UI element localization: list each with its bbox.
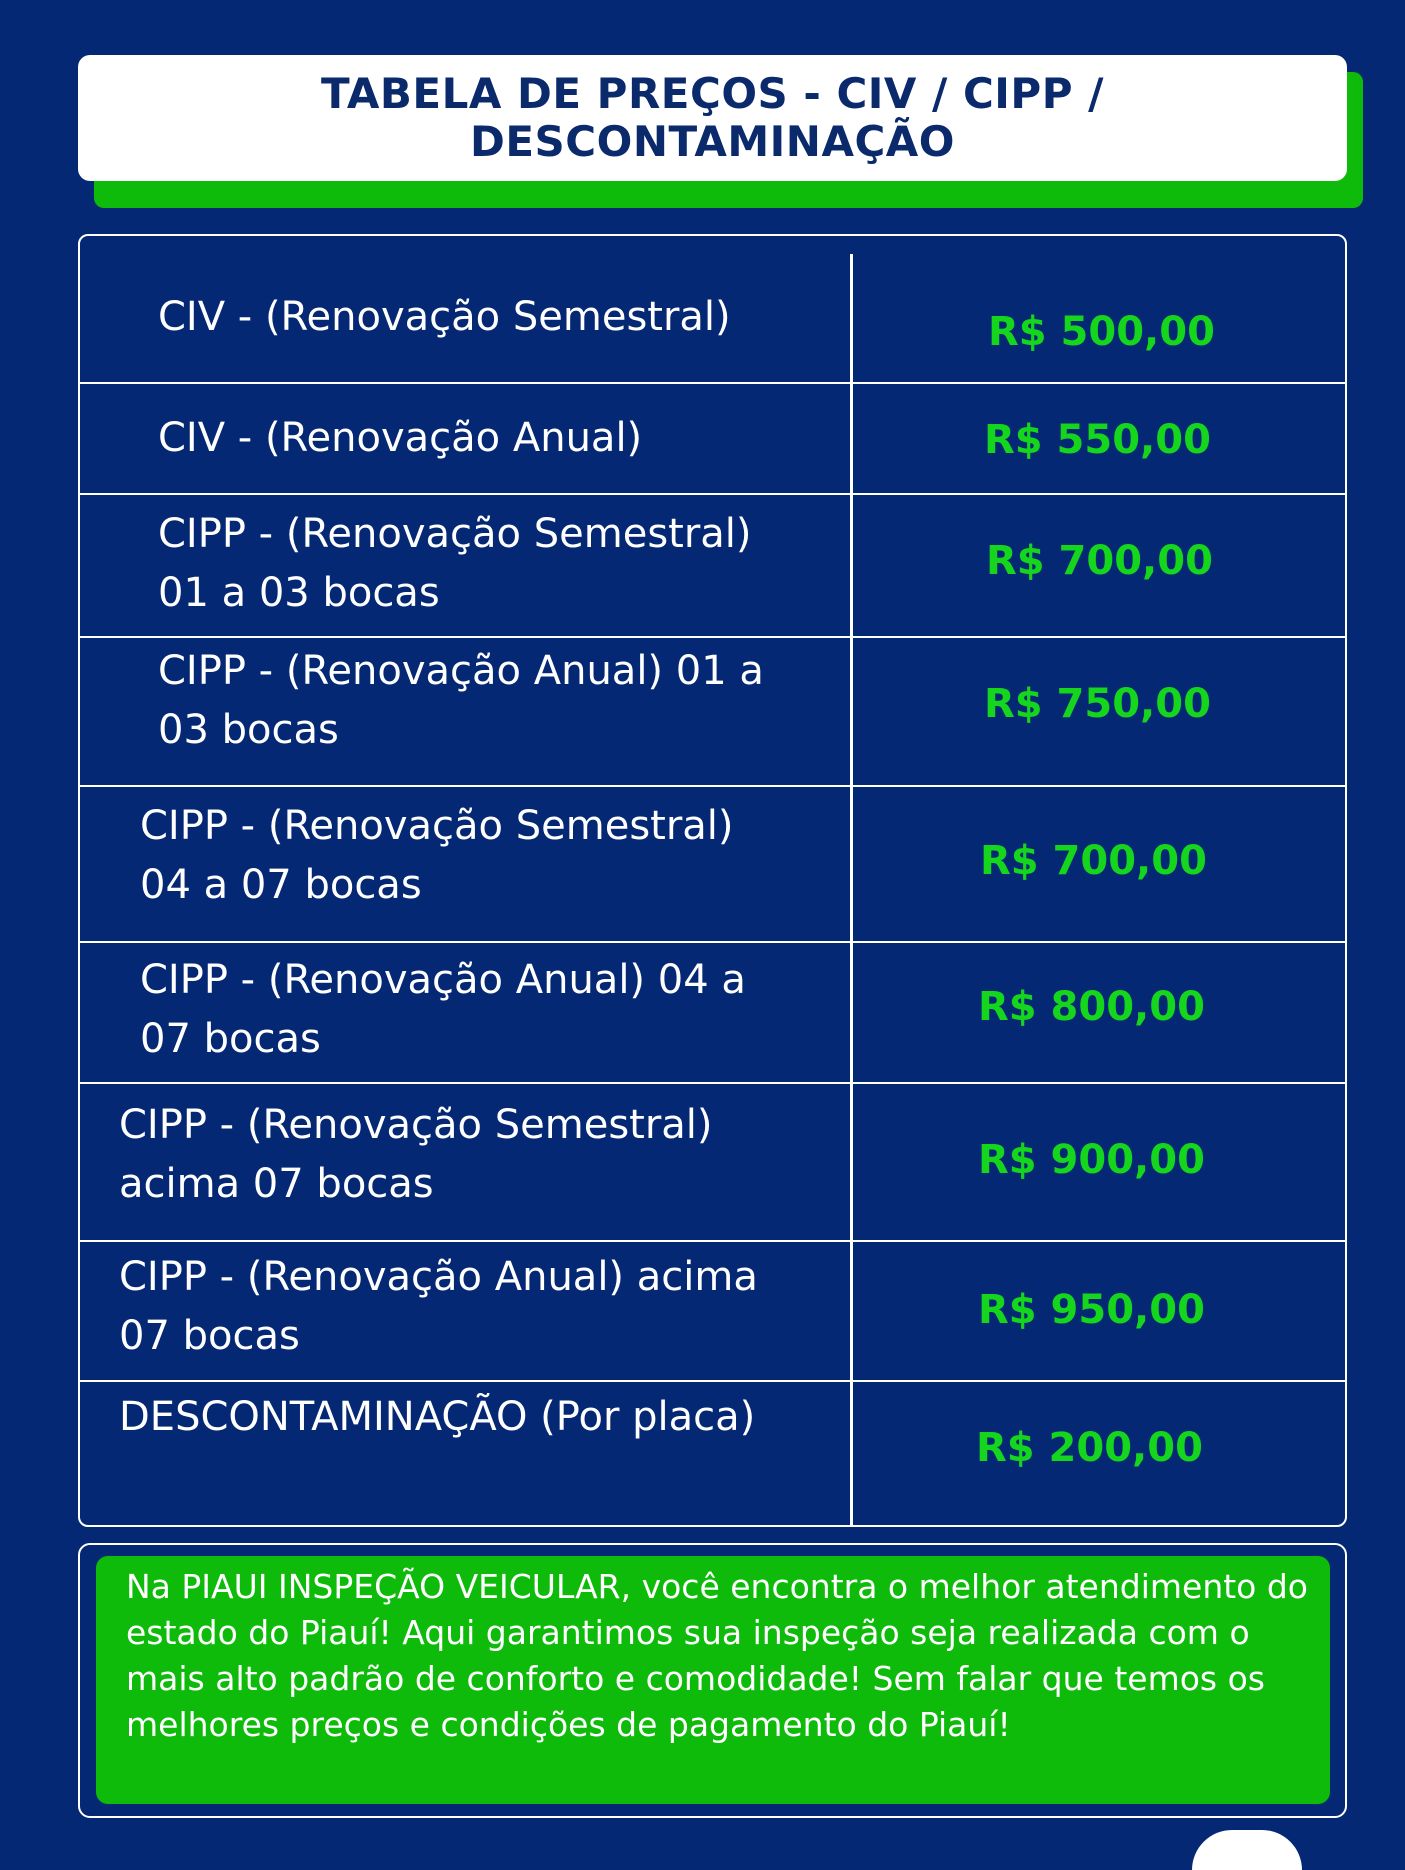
service-description: CIPP - (Renovação Semestral) 04 a 07 bocas (140, 803, 734, 908)
table-row (80, 236, 1345, 384)
table-row (80, 1084, 1345, 1242)
service-price: R$ 500,00 (988, 309, 1215, 355)
service-price: R$ 700,00 (986, 538, 1213, 584)
column-divider (850, 384, 853, 493)
service-description: CIPP - (Renovação Anual) 01 a 03 bocas (158, 648, 764, 753)
service-description: CIPP - (Renovação Semestral) 01 a 03 bocas (158, 511, 752, 616)
column-divider (850, 1084, 853, 1240)
promo-text: Na PIAUI INSPEÇÃO VEICULAR, você encontra o melhor atendimento do estado do Piauí! Aqui garantimos sua inspeção seja realizada com o mais alto padrão de conforto e comodidade! Sem falar que temos os melhores preços e condições de pagamento do Piauí! (126, 1567, 1308, 1744)
service-price: R$ 900,00 (978, 1137, 1205, 1183)
table-row (80, 495, 1345, 638)
column-divider (850, 495, 853, 636)
column-divider (850, 1382, 853, 1527)
column-divider (850, 1242, 853, 1380)
table-row (80, 1382, 1345, 1527)
price-table (78, 234, 1347, 1527)
service-description: CIPP - (Renovação Anual) 04 a 07 bocas (140, 957, 746, 1062)
column-divider (850, 943, 853, 1082)
service-price: R$ 750,00 (984, 681, 1211, 727)
column-divider (850, 787, 853, 941)
service-description: CIV - (Renovação Anual) (158, 415, 643, 461)
table-row (80, 787, 1345, 943)
page-title-line-2: DESCONTAMINAÇÃO (470, 117, 955, 166)
page-title-line-1: TABELA DE PREÇOS - CIV / CIPP / (321, 69, 1104, 118)
title-banner (78, 55, 1347, 181)
table-row (80, 1242, 1345, 1382)
service-price: R$ 950,00 (978, 1287, 1205, 1333)
service-price: R$ 700,00 (980, 838, 1207, 884)
table-row (80, 638, 1345, 787)
service-price: R$ 550,00 (984, 417, 1211, 463)
service-description: DESCONTAMINAÇÃO (Por placa) (119, 1394, 756, 1440)
logo-partial (1192, 1830, 1302, 1870)
service-description: CIPP - (Renovação Semestral) acima 07 bocas (119, 1102, 713, 1207)
table-row (80, 943, 1345, 1084)
service-price: R$ 200,00 (976, 1425, 1203, 1471)
service-description: CIV - (Renovação Semestral) (158, 294, 731, 340)
column-divider (850, 638, 853, 785)
service-price: R$ 800,00 (978, 984, 1205, 1030)
table-row (80, 384, 1345, 495)
page-title (321, 70, 1104, 166)
service-description: CIPP - (Renovação Anual) acima 07 bocas (119, 1254, 758, 1359)
column-divider (850, 254, 853, 382)
